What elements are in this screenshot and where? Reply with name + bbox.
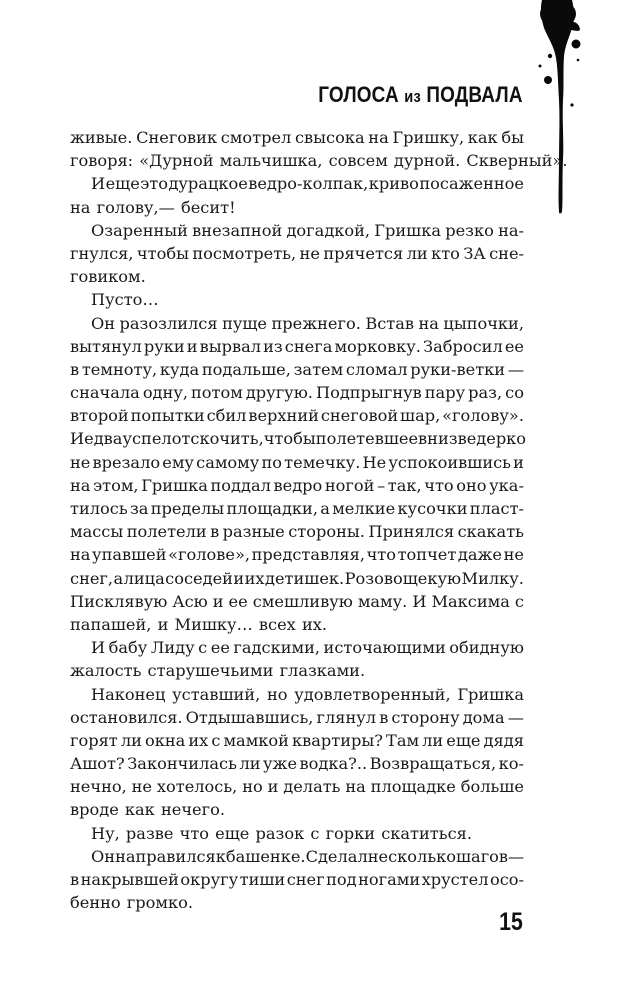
text-line: на голову,— бесит!	[70, 197, 236, 217]
text-line: Озаренный внезапной догадкой, Гришка резко на-	[91, 220, 524, 240]
text-line: И еще это дурацкое ведро-колпак, криво посаженное	[91, 174, 524, 194]
text-line: горят ли окна их с мамкой квартиры? Там ли еще дядя	[70, 730, 524, 750]
text-line: не врезало ему самому по темечку. Не успокоившись и	[70, 452, 524, 472]
text-line: снег, а лица соседей и их детишек. Розовощекую Милку.	[70, 568, 524, 588]
text-line: говиком.	[70, 267, 146, 287]
text-line: папашей, и Мишку… всех их.	[70, 614, 328, 634]
text-line: массы полетели в разные стороны. Принялся скакать	[70, 522, 524, 542]
text-line: Ну, разве что еще разок с горки скатиться.	[91, 823, 472, 843]
text-line: Пусто…	[91, 290, 159, 310]
body-text	[70, 126, 568, 914]
text-line: Писклявую Асю и ее смешливую маму. И Максима с	[70, 591, 524, 611]
text-line: тилось за пределы площадки, а мелкие кусочки пласт-	[70, 499, 524, 518]
text-line: на этом, Гришка поддал ведро ногой – так, что оно ука-	[70, 475, 524, 495]
text-line: вроде как нечего.	[70, 800, 225, 820]
text-line: нечно, не хотелось, но и делать на площадке больше	[70, 777, 524, 797]
header-title-part1: ГОЛОСА	[318, 82, 400, 107]
header-title-part3: ПОДВАЛА	[426, 82, 523, 107]
text-line: на упавшей «голове», представляя, что топчет даже не	[70, 545, 524, 565]
text-line: в накрывшей округу тиши снег под ногами хрустел осо-	[70, 870, 524, 889]
header-title-part2: из	[404, 87, 422, 106]
text-line: сначала одну, потом другую. Подпрыгнув пару раз, со	[70, 383, 524, 403]
text-line: жалость старушечьими глазками.	[70, 661, 366, 681]
text-line: бенно громко.	[70, 893, 193, 913]
page-number: 15	[499, 908, 523, 936]
text-line: И едва успел отскочить, чтобы полетевшее вниз ведерко	[70, 429, 527, 449]
text-line: остановился. Отдышавшись, глянул в сторону дома —	[70, 707, 524, 727]
text-line: Он направился к башенке. Сделал несколько шагов —	[91, 846, 525, 866]
text-line: Ашот? Закончилась ли уже водка?.. Возвращаться, ко-	[70, 754, 524, 774]
text-line: Он разозлился пуще прежнего. Встав на цыпочки,	[91, 313, 524, 333]
text-line: живые. Снеговик смотрел свысока на Гришку, как бы	[70, 128, 524, 147]
text-line: говоря: «Дурной мальчишка, совсем дурной. Скверный».	[70, 151, 568, 171]
running-header	[319, 82, 523, 108]
text-line: гнулся, чтобы посмотреть, не прячется ли кто ЗА сне-	[70, 243, 524, 263]
ink-splash-decoration	[528, 0, 598, 215]
text-line: вытянул руки и вырвал из снега морковку. Забросил ее	[70, 336, 524, 356]
text-line: второй попытки сбил верхний снеговой шар, «голову».	[70, 406, 524, 426]
text-line: И бабу Лиду с ее гадскими, источающими обидную	[91, 638, 524, 658]
text-line: Наконец уставший, но удовлетворенный, Гришка	[91, 684, 524, 704]
text-line: в темноту, куда подальше, затем сломал руки-ветки —	[70, 359, 524, 379]
